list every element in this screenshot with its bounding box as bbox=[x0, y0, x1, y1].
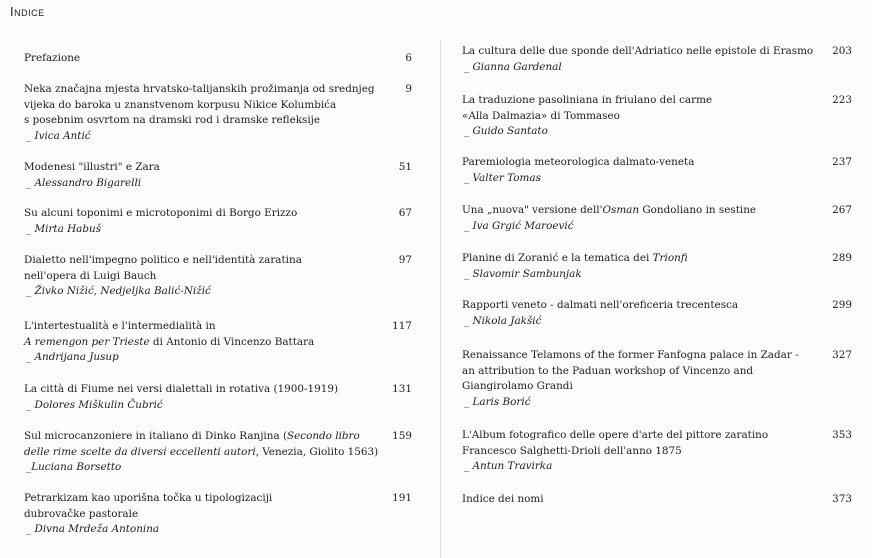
toc-entry[interactable] bbox=[24, 51, 414, 67]
toc-entry[interactable] bbox=[462, 428, 854, 475]
entry-title-line: Petrarkizam kao uporišna točka u tipologizaciji bbox=[24, 492, 273, 504]
entry-author: _ Valter Tomas bbox=[464, 171, 541, 184]
entry-title-line: dubrovačke pastorale bbox=[24, 507, 139, 520]
toc-entry[interactable] bbox=[24, 253, 414, 300]
entry-title-line: vijeka do baroka u znanstvenom korpusu Nikice Kolumbića bbox=[24, 98, 337, 111]
toc-entry[interactable] bbox=[462, 348, 854, 410]
toc-entry[interactable] bbox=[24, 160, 414, 191]
page-number: 353 bbox=[832, 429, 852, 441]
entry-author: _ Guido Santato bbox=[464, 125, 548, 137]
page-number: 117 bbox=[392, 320, 412, 332]
toc-entry[interactable] bbox=[462, 44, 854, 75]
entry-author: _ Živko Nižić, Nedjeljka Balić-Nižić bbox=[26, 285, 211, 297]
toc-entry[interactable] bbox=[24, 491, 414, 538]
toc-entry[interactable] bbox=[462, 203, 854, 234]
entry-title-line: «Alla Dalmazia» di Tommaseo bbox=[462, 109, 620, 122]
page-number: 159 bbox=[392, 430, 412, 442]
entry-title-line: Renaissance Telamons of the former Fanfogna palace in Zadar - bbox=[462, 349, 799, 361]
entry-author: _Luciana Borsetto bbox=[26, 461, 122, 473]
entry-title-line: s posebnim osvrtom na dramski rod i dramske refleksije bbox=[24, 114, 321, 126]
toc-entry[interactable] bbox=[462, 251, 854, 282]
page-number: 191 bbox=[392, 492, 412, 504]
page-number: 9 bbox=[405, 83, 412, 95]
entry-title-line: La città di Fiume nei versi dialettali in rotativa (1900-1919) bbox=[24, 383, 339, 395]
page-number: 67 bbox=[398, 207, 412, 219]
page-number: 327 bbox=[832, 349, 852, 361]
page-number: 373 bbox=[832, 493, 852, 505]
toc-entry[interactable] bbox=[24, 82, 414, 144]
entry-title-line: Dialetto nell'impegno politico e nell'identità zaratina bbox=[24, 254, 302, 266]
entry-title-line: A remengon per Trieste di Antonio di Vincenzo Battara bbox=[24, 335, 315, 348]
italic-title-part: Osman bbox=[602, 204, 640, 216]
page-number: 267 bbox=[832, 204, 852, 216]
toc-entry[interactable] bbox=[24, 429, 414, 476]
page-title: Indice bbox=[10, 4, 45, 19]
toc-entry[interactable] bbox=[24, 206, 414, 237]
entry-title-line: Modenesi "illustri" e Zara bbox=[24, 161, 160, 173]
italic-title-part: Secondo libro bbox=[287, 430, 360, 442]
entry-author: _ Nikola Jakšić bbox=[464, 314, 542, 327]
entry-author: _ Mirta Habuš bbox=[26, 222, 102, 235]
entry-title-line: L'Album fotografico delle opere d'arte del pittore zaratino bbox=[462, 429, 769, 441]
page-number: 203 bbox=[832, 45, 852, 57]
entry-author: _ Alessandro Bigarelli bbox=[26, 176, 142, 189]
page-number: 237 bbox=[832, 156, 852, 168]
entry-title-line: Neka značajna mjesta hrvatsko-talijanskih prožimanja od srednjeg bbox=[24, 83, 375, 95]
italic-title-part: Trionfi bbox=[652, 252, 688, 264]
page-number: 97 bbox=[398, 254, 412, 266]
page-number: 51 bbox=[398, 161, 412, 173]
entry-author: _ Divna Mrdeža Antonina bbox=[26, 523, 160, 535]
toc-entry[interactable] bbox=[462, 492, 854, 508]
entry-title-line: Una „nuova" versione dell'Osman Gondoliano in sestine bbox=[462, 204, 757, 216]
entry-title-line: nell'opera di Luigi Bauch bbox=[24, 269, 157, 282]
toc-entry[interactable] bbox=[24, 319, 414, 366]
entry-title-line: La cultura delle due sponde dell'Adriatico nelle epistole di Erasmo bbox=[462, 45, 814, 57]
italic-title-part: A remengon per Trieste bbox=[24, 335, 150, 348]
entry-author: _ Antun Travirka bbox=[464, 460, 553, 472]
entry-title-line: delle rime scelte da diversi eccellenti autori, Venezia, Giolito 1563) bbox=[24, 445, 379, 458]
entry-author: _ Iva Grgić Maroević bbox=[464, 219, 574, 232]
toc-entry[interactable] bbox=[24, 382, 414, 413]
entry-author: _ Andrijana Jusup bbox=[26, 351, 119, 363]
italic-title-part: delle rime scelte da diversi eccellenti autori bbox=[24, 445, 256, 458]
entry-title-line: Rapporti veneto - dalmati nell'oreficeria trecentesca bbox=[462, 299, 739, 311]
page-number: 6 bbox=[405, 52, 412, 64]
entry-title-line: Prefazione bbox=[24, 52, 81, 64]
entry-title-line: Indice dei nomi bbox=[462, 493, 544, 505]
page-number: 131 bbox=[392, 383, 412, 395]
entry-author: _ Gianna Gardenal bbox=[464, 60, 562, 73]
entry-title-line: L'intertestualità e l'intermedialità in bbox=[24, 320, 216, 332]
entry-author: _ Slavomir Sambunjak bbox=[464, 267, 582, 280]
entry-author: _ Laris Borić bbox=[464, 395, 531, 408]
entry-title-line: an attribution to the Paduan workshop of Vincenzo and bbox=[462, 364, 754, 377]
page-number: 223 bbox=[832, 94, 852, 106]
toc-entry[interactable] bbox=[462, 298, 854, 329]
entry-title-line: La traduzione pasoliniana in friulano del carme bbox=[462, 94, 713, 106]
entry-title-line: Francesco Salghetti-Drioli dell'anno 1875 bbox=[462, 444, 682, 457]
entry-author: _ Dolores Miškulin Čubrić bbox=[26, 398, 163, 411]
entry-title-line: Giangirolamo Grandi bbox=[462, 380, 573, 392]
entry-title-line: Paremiologia meteorologica dalmato-veneta bbox=[462, 156, 695, 168]
entry-title-line: Sul microcanzoniere in italiano di Dinko Ranjina (Secondo libro bbox=[24, 430, 360, 442]
page-number: 299 bbox=[832, 299, 852, 311]
entry-title-line: Planine di Zoranić e la tematica dei Trionfi bbox=[462, 252, 688, 264]
entry-author: _ Ivica Antić bbox=[26, 129, 91, 142]
entry-title-line: Su alcuni toponimi e microtoponimi di Borgo Erizzo bbox=[24, 207, 298, 219]
toc-entry[interactable] bbox=[462, 93, 854, 140]
page-number: 289 bbox=[832, 252, 852, 264]
toc-entry[interactable] bbox=[462, 155, 854, 186]
column-divider bbox=[440, 40, 441, 558]
